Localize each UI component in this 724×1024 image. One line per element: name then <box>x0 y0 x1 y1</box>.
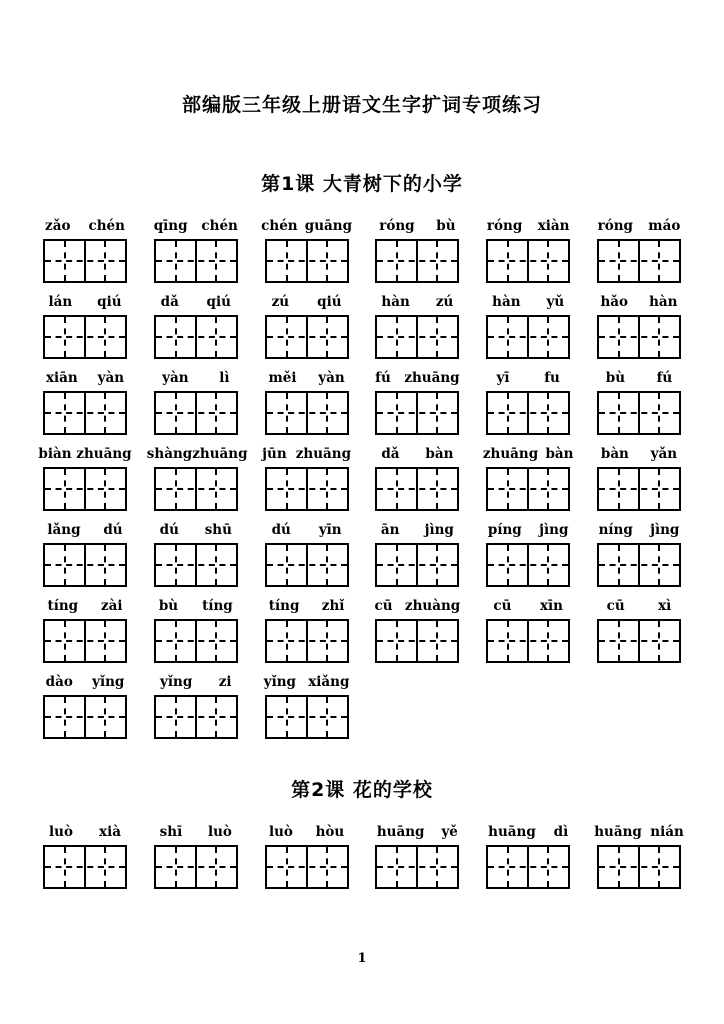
pinyin-label <box>258 218 356 234</box>
word-block <box>265 294 349 359</box>
pinyin-syllable: dú <box>159 522 179 538</box>
word-row <box>43 824 684 889</box>
dashed-guide-line <box>488 488 568 490</box>
pinyin-syllable: chén <box>88 218 125 234</box>
writing-grid-box <box>43 619 127 663</box>
writing-grid-box <box>375 467 459 511</box>
writing-grid-box <box>265 391 349 435</box>
pinyin-label <box>368 370 466 386</box>
pinyin-syllable: biàn <box>38 446 72 462</box>
pinyin-syllable: fú <box>375 370 391 386</box>
word-block <box>486 598 570 663</box>
word-block <box>375 598 459 663</box>
writing-grid-box <box>154 619 238 663</box>
pinyin-syllable: jìng <box>539 522 569 538</box>
pinyin-syllable: huāng <box>488 824 536 840</box>
pinyin-label <box>479 446 577 462</box>
dashed-guide-line <box>156 260 236 262</box>
pinyin-syllable: róng <box>486 218 523 234</box>
pinyin-syllable: huāng <box>594 824 642 840</box>
pinyin-syllable: zhuāng <box>76 446 132 462</box>
dashed-guide-line <box>488 412 568 414</box>
pinyin-syllable: zhuàng <box>404 598 461 614</box>
dashed-guide-line <box>377 564 457 566</box>
dashed-guide-line <box>599 640 679 642</box>
dashed-guide-line <box>45 488 125 490</box>
dashed-guide-line <box>377 488 457 490</box>
pinyin-syllable: bù <box>605 370 626 386</box>
word-block <box>265 824 349 889</box>
dashed-guide-line <box>488 564 568 566</box>
dashed-guide-line <box>45 640 125 642</box>
word-block <box>262 446 352 511</box>
pinyin-syllable: yàn <box>97 370 125 386</box>
word-block <box>154 294 238 359</box>
pinyin-syllable: cū <box>493 598 512 614</box>
word-block <box>43 370 127 435</box>
dashed-guide-line <box>377 336 457 338</box>
writing-grid-box <box>43 239 127 283</box>
pinyin-syllable: níng <box>598 522 633 538</box>
writing-grid-box <box>43 391 127 435</box>
pinyin-syllable: yǐng <box>92 674 125 690</box>
pinyin-label <box>479 824 577 840</box>
pinyin-label <box>258 446 356 462</box>
pinyin-syllable: zhuāng <box>295 446 352 462</box>
pinyin-syllable: bù <box>158 598 179 614</box>
word-block <box>486 218 570 283</box>
dashed-guide-line <box>599 866 679 868</box>
pinyin-label <box>147 824 245 840</box>
pinyin-syllable: xiǎng <box>308 674 350 690</box>
pinyin-label <box>479 598 577 614</box>
pinyin-label <box>147 370 245 386</box>
pinyin-syllable: yīn <box>318 522 342 538</box>
pinyin-syllable: yī <box>496 370 510 386</box>
writing-grid-box <box>154 315 238 359</box>
writing-grid-box <box>486 619 570 663</box>
word-block <box>146 446 248 511</box>
dashed-guide-line <box>156 564 236 566</box>
pinyin-label <box>479 218 577 234</box>
dashed-guide-line <box>267 716 347 718</box>
writing-grid-box <box>486 845 570 889</box>
pinyin-syllable: yǎn <box>650 446 678 462</box>
writing-grid-box <box>375 543 459 587</box>
dashed-guide-line <box>488 260 568 262</box>
pinyin-syllable: yě <box>441 824 458 840</box>
pinyin-syllable: lǎng <box>47 522 81 538</box>
word-block <box>265 598 349 663</box>
pinyin-syllable: lán <box>48 294 73 310</box>
pinyin-label <box>36 446 134 462</box>
dashed-guide-line <box>156 336 236 338</box>
writing-grid-box <box>375 845 459 889</box>
writing-grid-box <box>154 467 238 511</box>
pinyin-syllable: cū <box>606 598 625 614</box>
word-block <box>43 674 127 739</box>
writing-grid-box <box>265 315 349 359</box>
writing-grid-box <box>43 845 127 889</box>
pinyin-syllable: huāng <box>376 824 425 840</box>
writing-grid-box <box>265 467 349 511</box>
dashed-guide-line <box>599 260 679 262</box>
word-block <box>597 446 681 511</box>
writing-grid-box <box>375 315 459 359</box>
pinyin-syllable: fu <box>544 370 560 386</box>
pinyin-label <box>147 674 245 690</box>
pinyin-syllable: xì <box>658 598 672 614</box>
pinyin-syllable: bàn <box>600 446 629 462</box>
writing-grid-box <box>597 543 681 587</box>
pinyin-syllable: nián <box>650 824 684 840</box>
pinyin-label <box>147 522 245 538</box>
pinyin-label <box>368 598 466 614</box>
pinyin-syllable: měi <box>268 370 297 386</box>
pinyin-label <box>258 824 356 840</box>
pinyin-label <box>590 218 688 234</box>
dashed-guide-line <box>45 260 125 262</box>
word-block <box>154 674 238 739</box>
dashed-guide-line <box>156 488 236 490</box>
word-block <box>43 824 127 889</box>
writing-grid-box <box>43 467 127 511</box>
writing-grid-box <box>265 695 349 739</box>
pinyin-syllable: qiú <box>97 294 122 310</box>
writing-grid-box <box>597 391 681 435</box>
dashed-guide-line <box>599 336 679 338</box>
pinyin-syllable: yàn <box>162 370 189 386</box>
dashed-guide-line <box>267 866 347 868</box>
word-block <box>375 522 459 587</box>
pinyin-syllable: jūn <box>262 446 287 462</box>
dashed-guide-line <box>267 640 347 642</box>
writing-grid-box <box>154 845 238 889</box>
word-block <box>375 446 459 511</box>
word-block <box>597 294 681 359</box>
dashed-guide-line <box>599 488 679 490</box>
pinyin-syllable: yǐng <box>263 674 296 690</box>
dashed-guide-line <box>488 640 568 642</box>
pinyin-syllable: dǎ <box>381 446 400 462</box>
word-block <box>486 824 570 889</box>
word-block <box>375 824 459 889</box>
pinyin-syllable: chén <box>201 218 238 234</box>
pinyin-syllable: zhuāng <box>404 370 460 386</box>
writing-grid-box <box>597 619 681 663</box>
pinyin-label <box>368 218 466 234</box>
writing-grid-box <box>375 391 459 435</box>
dashed-guide-line <box>156 716 236 718</box>
word-block <box>43 598 127 663</box>
dashed-guide-line <box>377 640 457 642</box>
pinyin-label <box>590 522 688 538</box>
word-block <box>594 824 684 889</box>
pinyin-label <box>36 824 134 840</box>
pinyin-label <box>590 294 688 310</box>
writing-grid-box <box>43 695 127 739</box>
writing-grid-box <box>154 695 238 739</box>
pinyin-syllable: chén <box>261 218 298 234</box>
pinyin-label <box>36 674 134 690</box>
pinyin-label <box>258 522 356 538</box>
word-block <box>597 598 681 663</box>
pinyin-syllable: jìng <box>650 522 680 538</box>
word-row <box>43 370 681 435</box>
writing-grid-box <box>154 543 238 587</box>
writing-grid-box <box>486 467 570 511</box>
word-block <box>597 218 681 283</box>
pinyin-syllable: shū <box>204 522 232 538</box>
writing-grid-box <box>486 391 570 435</box>
pinyin-label <box>368 824 466 840</box>
pinyin-label <box>368 294 466 310</box>
pinyin-syllable: zhuāng <box>482 446 539 462</box>
dashed-guide-line <box>267 336 347 338</box>
word-block <box>154 218 238 283</box>
pinyin-syllable: hàn <box>381 294 410 310</box>
dashed-guide-line <box>267 260 347 262</box>
pinyin-syllable: qiú <box>206 294 231 310</box>
word-block <box>154 370 238 435</box>
dashed-guide-line <box>45 564 125 566</box>
pinyin-syllable: xiàn <box>537 218 570 234</box>
pinyin-syllable: róng <box>379 218 415 234</box>
lesson-section <box>0 775 724 889</box>
document-title: 部编版三年级上册语文生字扩词专项练习 <box>181 94 542 116</box>
pinyin-label <box>590 446 688 462</box>
word-block <box>265 674 349 739</box>
writing-grid-box <box>375 239 459 283</box>
pinyin-syllable: fú <box>656 370 673 386</box>
word-block <box>43 294 127 359</box>
dashed-guide-line <box>45 716 125 718</box>
word-row <box>43 522 681 587</box>
writing-grid-box <box>265 543 349 587</box>
pinyin-syllable: hǎo <box>600 294 629 310</box>
pinyin-syllable: hàn <box>649 294 678 310</box>
writing-grid-box <box>154 391 238 435</box>
pinyin-syllable: hòu <box>315 824 345 840</box>
pinyin-syllable: yàn <box>318 370 345 386</box>
pinyin-label <box>36 370 134 386</box>
dashed-guide-line <box>45 336 125 338</box>
pinyin-label <box>36 218 134 234</box>
pinyin-syllable: jìng <box>424 522 454 538</box>
word-row <box>43 218 681 283</box>
pinyin-syllable: dào <box>45 674 73 690</box>
dashed-guide-line <box>377 260 457 262</box>
writing-grid-box <box>486 239 570 283</box>
writing-grid-box <box>597 315 681 359</box>
writing-grid-box <box>597 239 681 283</box>
pinyin-syllable: shī <box>159 824 183 840</box>
pinyin-syllable: yǔ <box>546 294 565 310</box>
pinyin-syllable: tíng <box>202 598 233 614</box>
lesson-title: 第1课 大青树下的小学 <box>261 173 463 195</box>
pinyin-label <box>258 370 356 386</box>
word-block <box>265 370 349 435</box>
pinyin-syllable: zi <box>218 674 232 690</box>
word-block <box>154 824 238 889</box>
dashed-guide-line <box>156 640 236 642</box>
pinyin-syllable: hàn <box>492 294 521 310</box>
word-row <box>43 294 681 359</box>
pinyin-syllable: zài <box>100 598 123 614</box>
dashed-guide-line <box>599 564 679 566</box>
writing-grid-box <box>43 315 127 359</box>
pinyin-syllable: máo <box>648 218 681 234</box>
pinyin-label <box>36 522 134 538</box>
pinyin-label <box>368 446 466 462</box>
word-block <box>261 218 353 283</box>
dashed-guide-line <box>488 336 568 338</box>
pinyin-syllable: zhǐ <box>321 598 345 614</box>
word-row <box>43 598 681 663</box>
pinyin-syllable: shàng <box>146 446 193 462</box>
pinyin-syllable: zhuāng <box>192 446 248 462</box>
word-row <box>43 674 681 739</box>
pinyin-label <box>147 294 245 310</box>
pinyin-syllable: xīn <box>539 598 563 614</box>
pinyin-syllable: xià <box>99 824 121 840</box>
dashed-guide-line <box>156 866 236 868</box>
pinyin-label <box>590 824 688 840</box>
pinyin-label <box>147 598 245 614</box>
lesson-title: 第2课 花的学校 <box>291 779 433 801</box>
pinyin-label <box>36 294 134 310</box>
pinyin-syllable: tíng <box>268 598 300 614</box>
dashed-guide-line <box>377 866 457 868</box>
word-block <box>486 522 570 587</box>
word-row <box>38 446 681 511</box>
word-block <box>597 370 681 435</box>
pinyin-syllable: ān <box>380 522 400 538</box>
word-block <box>597 522 681 587</box>
pinyin-syllable: píng <box>487 522 522 538</box>
pinyin-label <box>146 446 248 462</box>
writing-grid-box <box>43 543 127 587</box>
writing-grid-box <box>265 619 349 663</box>
pinyin-syllable: bàn <box>425 446 454 462</box>
pinyin-syllable: yǐng <box>160 674 193 690</box>
word-block <box>38 446 132 511</box>
dashed-guide-line <box>267 412 347 414</box>
pinyin-syllable: qiú <box>317 294 342 310</box>
pinyin-syllable: zú <box>271 294 290 310</box>
dashed-guide-line <box>267 488 347 490</box>
word-block <box>375 218 459 283</box>
pinyin-label <box>479 522 577 538</box>
word-block <box>482 446 574 511</box>
word-block <box>154 522 238 587</box>
word-block <box>375 370 459 435</box>
word-block <box>265 522 349 587</box>
pinyin-label <box>36 598 134 614</box>
writing-grid-box <box>154 239 238 283</box>
pinyin-syllable: dì <box>553 824 569 840</box>
word-block <box>375 294 459 359</box>
word-block <box>43 522 127 587</box>
lesson-section <box>0 169 724 739</box>
pinyin-syllable: cū <box>374 598 393 614</box>
pinyin-label <box>479 294 577 310</box>
pinyin-label <box>258 598 356 614</box>
pinyin-label <box>368 522 466 538</box>
dashed-guide-line <box>45 866 125 868</box>
word-block <box>43 218 127 283</box>
dashed-guide-line <box>377 412 457 414</box>
pinyin-syllable: luò <box>268 824 293 840</box>
pinyin-label <box>590 370 688 386</box>
pinyin-syllable: zú <box>435 294 454 310</box>
pinyin-syllable: dú <box>271 522 291 538</box>
word-block <box>486 370 570 435</box>
pinyin-syllable: dǎ <box>160 294 179 310</box>
pinyin-syllable: guāng <box>304 218 353 234</box>
writing-grid-box <box>486 315 570 359</box>
pinyin-syllable: zǎo <box>45 218 71 234</box>
pinyin-syllable: luò <box>49 824 73 840</box>
pinyin-syllable: bù <box>436 218 456 234</box>
word-block <box>486 294 570 359</box>
dashed-guide-line <box>488 866 568 868</box>
pinyin-syllable: luò <box>207 824 232 840</box>
pinyin-syllable: dú <box>103 522 123 538</box>
pinyin-label <box>479 370 577 386</box>
sections-container <box>0 169 724 889</box>
dashed-guide-line <box>599 412 679 414</box>
dashed-guide-line <box>156 412 236 414</box>
writing-grid-box <box>486 543 570 587</box>
pinyin-syllable: xiān <box>45 370 78 386</box>
writing-grid-box <box>597 467 681 511</box>
dashed-guide-line <box>267 564 347 566</box>
pinyin-syllable: bàn <box>545 446 574 462</box>
writing-grid-box <box>597 845 681 889</box>
pinyin-syllable: lì <box>219 370 230 386</box>
word-block <box>154 598 238 663</box>
pinyin-label <box>258 294 356 310</box>
pinyin-syllable: qīng <box>153 218 188 234</box>
writing-grid-box <box>265 239 349 283</box>
writing-grid-box <box>265 845 349 889</box>
writing-grid-box <box>375 619 459 663</box>
pinyin-label <box>258 674 356 690</box>
pinyin-label <box>590 598 688 614</box>
pinyin-syllable: róng <box>597 218 633 234</box>
pinyin-label <box>147 218 245 234</box>
dashed-guide-line <box>45 412 125 414</box>
pinyin-syllable: tíng <box>47 598 79 614</box>
page-number: 1 <box>357 951 367 966</box>
